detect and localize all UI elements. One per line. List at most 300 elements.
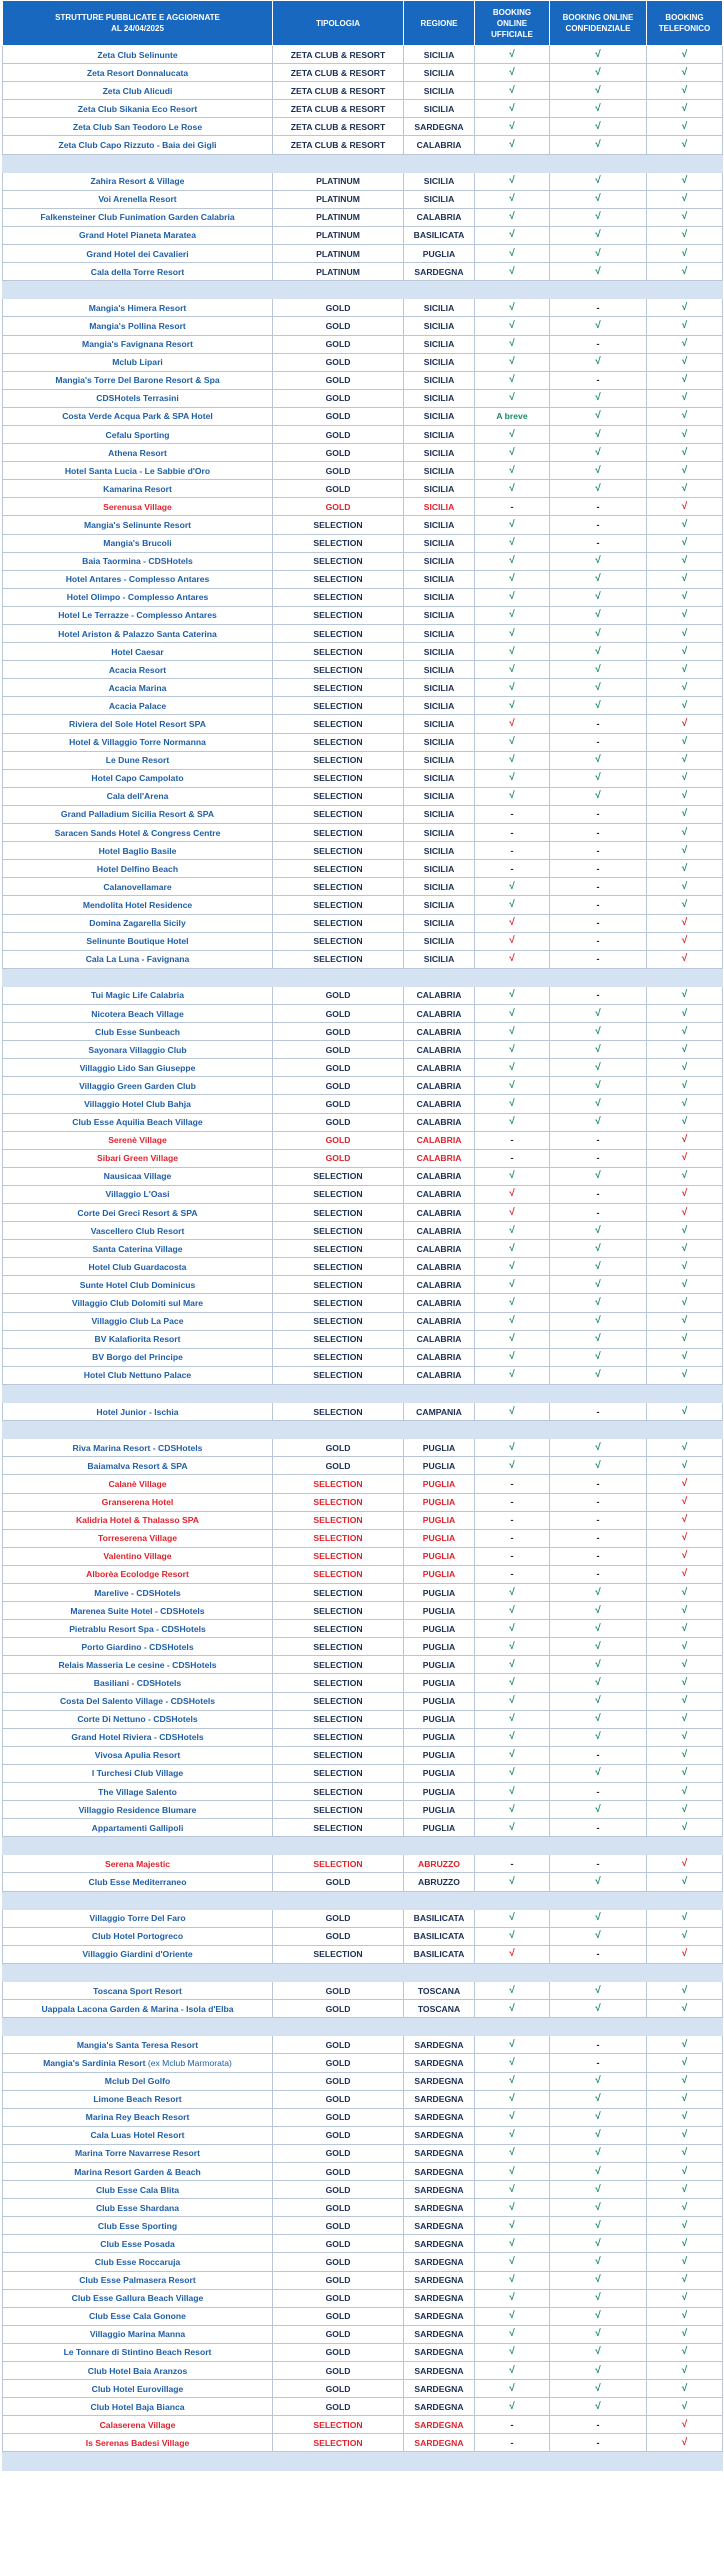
- booking-online-confidenziale-cell: √: [550, 1348, 647, 1366]
- tipologia-cell: SELECTION: [273, 1620, 404, 1638]
- structure-name-text: Corte Di Nettuno - CDSHotels: [77, 1714, 198, 1725]
- regione-cell: SARDEGNA: [404, 2343, 475, 2361]
- table-body: [3, 46, 723, 2471]
- regione-cell: SICILIA: [404, 697, 475, 715]
- booking-online-confidenziale-cell: √: [550, 1602, 647, 1620]
- booking-online-confidenziale-cell: √: [550, 570, 647, 588]
- booking-telefonico-cell: √: [647, 1565, 723, 1583]
- tipologia-cell: GOLD: [273, 407, 404, 425]
- table-row: [3, 190, 723, 208]
- booking-online-confidenziale-cell: -: [550, 2054, 647, 2072]
- booking-online-ufficiale-cell: √: [475, 552, 550, 570]
- header-booking-telefonico: BOOKING TELEFONICO: [647, 1, 723, 46]
- structure-name-text: Club Esse Palmasera Resort: [79, 2275, 196, 2286]
- structure-name: [3, 950, 273, 968]
- booking-online-ufficiale-cell: √: [475, 371, 550, 389]
- table-row: [3, 353, 723, 371]
- regione-cell: SARDEGNA: [404, 2271, 475, 2289]
- structure-name: [3, 2416, 273, 2434]
- tipologia-cell: GOLD: [273, 2054, 404, 2072]
- booking-telefonico-cell: √: [647, 2108, 723, 2126]
- booking-telefonico-cell: √: [647, 498, 723, 516]
- tipologia-cell: GOLD: [273, 299, 404, 317]
- regione-cell: SARDEGNA: [404, 2253, 475, 2271]
- booking-telefonico-cell: √: [647, 1185, 723, 1203]
- structure-name: [3, 1945, 273, 1963]
- table-row: [3, 1276, 723, 1294]
- booking-telefonico-cell: √: [647, 1258, 723, 1276]
- booking-telefonico-cell: √: [647, 1113, 723, 1131]
- booking-online-confidenziale-cell: -: [550, 2416, 647, 2434]
- booking-online-ufficiale-cell: √: [475, 606, 550, 624]
- tipologia-cell: ZETA CLUB & RESORT: [273, 136, 404, 154]
- structure-name-text: Mclub Lipari: [112, 357, 163, 368]
- booking-online-ufficiale-cell: √: [475, 787, 550, 805]
- table-row: [3, 2000, 723, 2018]
- table-row: [3, 896, 723, 914]
- structure-name: [3, 1276, 273, 1294]
- separator-cell: [3, 1963, 723, 1981]
- table-row: [3, 769, 723, 787]
- booking-telefonico-cell: √: [647, 1077, 723, 1095]
- structure-name: [3, 2362, 273, 2380]
- structure-name-text: Mangia's Torre Del Barone Resort & Spa: [55, 375, 220, 386]
- structure-name-text: Villaggio Club La Pace: [91, 1316, 184, 1327]
- regione-cell: SARDEGNA: [404, 2307, 475, 2325]
- booking-online-confidenziale-cell: -: [550, 1403, 647, 1421]
- booking-online-ufficiale-cell: √: [475, 1439, 550, 1457]
- tipologia-cell: SELECTION: [273, 1312, 404, 1330]
- booking-online-ufficiale-cell: √: [475, 1004, 550, 1022]
- booking-telefonico-cell: √: [647, 1493, 723, 1511]
- structure-name-text: Sibari Green Village: [96, 1153, 179, 1164]
- booking-online-confidenziale-cell: √: [550, 1982, 647, 2000]
- booking-online-confidenziale-cell: -: [550, 896, 647, 914]
- structure-name: [3, 2217, 273, 2235]
- booking-online-confidenziale-cell: √: [550, 1240, 647, 1258]
- structure-name-text: Calanovellamare: [103, 881, 172, 892]
- booking-online-ufficiale-cell: √: [475, 1095, 550, 1113]
- structure-name: [3, 1222, 273, 1240]
- table-row: [3, 860, 723, 878]
- tipologia-cell: GOLD: [273, 2072, 404, 2090]
- booking-online-confidenziale-cell: √: [550, 317, 647, 335]
- regione-cell: SICILIA: [404, 190, 475, 208]
- regione-cell: CALABRIA: [404, 136, 475, 154]
- table-row: [3, 245, 723, 263]
- table-row: [3, 335, 723, 353]
- tipologia-cell: SELECTION: [273, 1547, 404, 1565]
- booking-online-ufficiale-cell: √: [475, 425, 550, 443]
- booking-online-ufficiale-cell: √: [475, 1294, 550, 1312]
- booking-online-ufficiale-cell: √: [475, 2380, 550, 2398]
- regione-cell: SICILIA: [404, 82, 475, 100]
- table-row: [3, 498, 723, 516]
- tipologia-cell: SELECTION: [273, 1167, 404, 1185]
- booking-online-confidenziale-cell: √: [550, 1620, 647, 1638]
- structure-name-text: Zeta Club Alicudi: [102, 85, 173, 96]
- booking-online-ufficiale-cell: √: [475, 245, 550, 263]
- table-row: [3, 208, 723, 226]
- regione-cell: PUGLIA: [404, 1638, 475, 1656]
- regione-cell: SARDEGNA: [404, 2217, 475, 2235]
- booking-online-ufficiale-cell: √: [475, 1927, 550, 1945]
- structure-name: [3, 1312, 273, 1330]
- header-tipologia: TIPOLOGIA: [273, 1, 404, 46]
- structure-name: [3, 643, 273, 661]
- booking-telefonico-cell: √: [647, 1276, 723, 1294]
- structure-name-text: Mclub Del Golfo: [104, 2076, 171, 2087]
- table-row: [3, 136, 723, 154]
- regione-cell: CALABRIA: [404, 1167, 475, 1185]
- booking-online-ufficiale-cell: -: [475, 2434, 550, 2452]
- structure-name: [3, 2144, 273, 2162]
- booking-telefonico-cell: √: [647, 914, 723, 932]
- structure-name-text: Hotel & Villaggio Torre Normanna: [69, 737, 206, 748]
- table-row: [3, 480, 723, 498]
- tipologia-cell: GOLD: [273, 2217, 404, 2235]
- table-row: [3, 1565, 723, 1583]
- table-row: [3, 226, 723, 244]
- booking-online-confidenziale-cell: √: [550, 245, 647, 263]
- booking-online-ufficiale-cell: √: [475, 2362, 550, 2380]
- structure-name-text: Club Esse Aquilia Beach Village: [72, 1117, 203, 1128]
- regione-cell: SARDEGNA: [404, 2144, 475, 2162]
- structure-name: [3, 425, 273, 443]
- regione-cell: CALABRIA: [404, 1185, 475, 1203]
- booking-online-confidenziale-cell: -: [550, 299, 647, 317]
- booking-online-confidenziale-cell: √: [550, 2217, 647, 2235]
- tipologia-cell: GOLD: [273, 335, 404, 353]
- section-separator: [3, 2018, 723, 2036]
- table-row: [3, 1023, 723, 1041]
- table-row: [3, 1059, 723, 1077]
- structure-name: [3, 480, 273, 498]
- structure-name: [3, 1457, 273, 1475]
- regione-cell: SICILIA: [404, 805, 475, 823]
- booking-telefonico-cell: √: [647, 1059, 723, 1077]
- booking-telefonico-cell: √: [647, 1638, 723, 1656]
- booking-online-ufficiale-cell: √: [475, 1710, 550, 1728]
- booking-online-ufficiale-cell: √: [475, 263, 550, 281]
- regione-cell: CALABRIA: [404, 1366, 475, 1384]
- separator-cell: [3, 968, 723, 986]
- table-row: [3, 2253, 723, 2271]
- tipologia-cell: SELECTION: [273, 552, 404, 570]
- structure-name: [3, 751, 273, 769]
- booking-online-confidenziale-cell: √: [550, 118, 647, 136]
- tipologia-cell: SELECTION: [273, 1403, 404, 1421]
- booking-online-confidenziale-cell: √: [550, 643, 647, 661]
- booking-online-ufficiale-cell: √: [475, 1204, 550, 1222]
- structure-name: [3, 769, 273, 787]
- tipologia-cell: GOLD: [273, 1909, 404, 1927]
- regione-cell: CALABRIA: [404, 1348, 475, 1366]
- booking-online-confidenziale-cell: √: [550, 1222, 647, 1240]
- booking-online-ufficiale-cell: -: [475, 1149, 550, 1167]
- structure-name: [3, 371, 273, 389]
- structure-name-text: Le Tonnare di Stintino Beach Resort: [63, 2347, 212, 2358]
- booking-online-ufficiale-cell: √: [475, 1403, 550, 1421]
- tipologia-cell: GOLD: [273, 2090, 404, 2108]
- booking-online-confidenziale-cell: -: [550, 1945, 647, 1963]
- regione-cell: SICILIA: [404, 715, 475, 733]
- booking-online-confidenziale-cell: √: [550, 1927, 647, 1945]
- tipologia-cell: SELECTION: [273, 625, 404, 643]
- regione-cell: PUGLIA: [404, 1565, 475, 1583]
- structure-name: [3, 733, 273, 751]
- regione-cell: SARDEGNA: [404, 2380, 475, 2398]
- booking-online-ufficiale-cell: √: [475, 1692, 550, 1710]
- table-row: [3, 2126, 723, 2144]
- booking-telefonico-cell: √: [647, 1855, 723, 1873]
- section-separator: [3, 968, 723, 986]
- booking-telefonico-cell: √: [647, 2217, 723, 2235]
- booking-telefonico-cell: √: [647, 2362, 723, 2380]
- structure-name: [3, 299, 273, 317]
- booking-online-ufficiale-cell: -: [475, 824, 550, 842]
- structure-name-text: BV Borgo del Principe: [92, 1352, 183, 1363]
- booking-online-ufficiale-cell: √: [475, 1348, 550, 1366]
- booking-online-confidenziale-cell: √: [550, 1674, 647, 1692]
- structure-name: [3, 1783, 273, 1801]
- tipologia-cell: SELECTION: [273, 751, 404, 769]
- regione-cell: PUGLIA: [404, 1475, 475, 1493]
- regione-cell: SARDEGNA: [404, 2072, 475, 2090]
- structure-name-text: Club Hotel Portogreco: [91, 1931, 184, 1942]
- booking-online-ufficiale-cell: √: [475, 1583, 550, 1601]
- regione-cell: SARDEGNA: [404, 2325, 475, 2343]
- structure-name: [3, 679, 273, 697]
- regione-cell: SICILIA: [404, 353, 475, 371]
- tipologia-cell: GOLD: [273, 425, 404, 443]
- separator-cell: [3, 154, 723, 172]
- structure-name-text: Hotel Junior - Ischia: [96, 1406, 179, 1417]
- table-row: [3, 1131, 723, 1149]
- table-row: [3, 1511, 723, 1529]
- structure-name-text: Zeta Club Sikania Eco Resort: [77, 103, 198, 114]
- booking-online-confidenziale-cell: √: [550, 2380, 647, 2398]
- tipologia-cell: SELECTION: [273, 733, 404, 751]
- section-separator: [3, 1421, 723, 1439]
- booking-online-confidenziale-cell: √: [550, 1656, 647, 1674]
- regione-cell: CALABRIA: [404, 1041, 475, 1059]
- table-row: [3, 625, 723, 643]
- booking-online-ufficiale-cell: √: [475, 2162, 550, 2180]
- structure-name-text: BV Kalafiorita Resort: [94, 1334, 181, 1345]
- table-row: [3, 1004, 723, 1022]
- booking-online-confidenziale-cell: -: [550, 715, 647, 733]
- booking-online-ufficiale-cell: A breve: [475, 407, 550, 425]
- booking-online-ufficiale-cell: √: [475, 1366, 550, 1384]
- regione-cell: CALABRIA: [404, 1131, 475, 1149]
- booking-online-ufficiale-cell: √: [475, 2144, 550, 2162]
- structure-name: [3, 2036, 273, 2054]
- booking-online-confidenziale-cell: √: [550, 136, 647, 154]
- booking-online-ufficiale-cell: √: [475, 100, 550, 118]
- booking-telefonico-cell: √: [647, 896, 723, 914]
- structure-name: [3, 353, 273, 371]
- tipologia-cell: GOLD: [273, 371, 404, 389]
- structure-name-text: Baiamalva Resort & SPA: [87, 1460, 188, 1471]
- regione-cell: CALABRIA: [404, 1330, 475, 1348]
- regione-cell: SARDEGNA: [404, 2434, 475, 2452]
- regione-cell: SICILIA: [404, 570, 475, 588]
- structure-name-text: Santa Caterina Village: [92, 1243, 183, 1254]
- table-row: [3, 697, 723, 715]
- booking-online-confidenziale-cell: √: [550, 1077, 647, 1095]
- structure-name: [3, 661, 273, 679]
- table-row: [3, 2108, 723, 2126]
- structure-name-text: Cala Luas Hotel Resort: [90, 2130, 185, 2141]
- booking-telefonico-cell: √: [647, 263, 723, 281]
- structure-name-text: Cala dell'Arena: [106, 791, 169, 802]
- booking-online-confidenziale-cell: √: [550, 661, 647, 679]
- booking-online-confidenziale-cell: √: [550, 751, 647, 769]
- table-row: [3, 100, 723, 118]
- booking-online-ufficiale-cell: √: [475, 2126, 550, 2144]
- booking-telefonico-cell: √: [647, 661, 723, 679]
- booking-online-confidenziale-cell: √: [550, 2253, 647, 2271]
- regione-cell: CALABRIA: [404, 1077, 475, 1095]
- tipologia-cell: SELECTION: [273, 516, 404, 534]
- structure-name: [3, 842, 273, 860]
- table-row: [3, 2416, 723, 2434]
- regione-cell: SICILIA: [404, 552, 475, 570]
- table-row: [3, 407, 723, 425]
- booking-online-confidenziale-cell: -: [550, 986, 647, 1004]
- structure-name-text: Villaggio Club Dolomiti sul Mare: [71, 1298, 204, 1309]
- tipologia-cell: SELECTION: [273, 606, 404, 624]
- structure-name-text: Hotel Club Nettuno Palace: [83, 1370, 192, 1381]
- tipologia-cell: GOLD: [273, 1041, 404, 1059]
- booking-online-confidenziale-cell: -: [550, 1529, 647, 1547]
- booking-online-ufficiale-cell: √: [475, 769, 550, 787]
- tipologia-cell: GOLD: [273, 317, 404, 335]
- table-row: [3, 1403, 723, 1421]
- booking-online-confidenziale-cell: -: [550, 1493, 647, 1511]
- section-separator: [3, 1891, 723, 1909]
- tipologia-cell: SELECTION: [273, 950, 404, 968]
- structure-name-text: Club Esse Gallura Beach Village: [71, 2293, 204, 2304]
- structure-name-text: Sayonara Villaggio Club: [88, 1044, 187, 1055]
- booking-telefonico-cell: √: [647, 2434, 723, 2452]
- booking-online-ufficiale-cell: √: [475, 2253, 550, 2271]
- regione-cell: SICILIA: [404, 932, 475, 950]
- booking-telefonico-cell: √: [647, 46, 723, 64]
- booking-online-ufficiale-cell: √: [475, 697, 550, 715]
- separator-cell: [3, 1891, 723, 1909]
- structure-name: [3, 625, 273, 643]
- booking-telefonico-cell: √: [647, 1131, 723, 1149]
- booking-online-confidenziale-cell: √: [550, 1366, 647, 1384]
- booking-online-ufficiale-cell: √: [475, 625, 550, 643]
- structure-name: [3, 1620, 273, 1638]
- structure-name: [3, 1041, 273, 1059]
- table-row: [3, 1529, 723, 1547]
- booking-online-confidenziale-cell: √: [550, 425, 647, 443]
- booking-online-confidenziale-cell: √: [550, 100, 647, 118]
- structure-name: [3, 444, 273, 462]
- booking-telefonico-cell: √: [647, 842, 723, 860]
- table-row: [3, 1149, 723, 1167]
- booking-telefonico-cell: √: [647, 1728, 723, 1746]
- booking-online-confidenziale-cell: -: [550, 914, 647, 932]
- structure-name-text: Club Esse Mediterraneo: [88, 1877, 187, 1888]
- booking-online-confidenziale-cell: √: [550, 2108, 647, 2126]
- booking-telefonico-cell: √: [647, 516, 723, 534]
- table-row: [3, 679, 723, 697]
- booking-online-ufficiale-cell: √: [475, 914, 550, 932]
- structure-name-note: (ex Mclub Marmorata): [147, 2057, 232, 2068]
- tipologia-cell: SELECTION: [273, 1656, 404, 1674]
- booking-online-ufficiale-cell: √: [475, 1258, 550, 1276]
- separator-cell: [3, 2018, 723, 2036]
- booking-online-confidenziale-cell: √: [550, 1764, 647, 1782]
- booking-online-confidenziale-cell: √: [550, 1004, 647, 1022]
- tipologia-cell: SELECTION: [273, 896, 404, 914]
- regione-cell: SICILIA: [404, 371, 475, 389]
- tipologia-cell: SELECTION: [273, 1294, 404, 1312]
- tipologia-cell: SELECTION: [273, 1529, 404, 1547]
- booking-online-ufficiale-cell: √: [475, 1240, 550, 1258]
- booking-online-confidenziale-cell: -: [550, 860, 647, 878]
- booking-telefonico-cell: √: [647, 1149, 723, 1167]
- booking-online-confidenziale-cell: -: [550, 2434, 647, 2452]
- structure-name-text: Club Esse Roccaruja: [94, 2256, 181, 2267]
- booking-online-confidenziale-cell: -: [550, 733, 647, 751]
- regione-cell: SICILIA: [404, 824, 475, 842]
- tipologia-cell: SELECTION: [273, 1583, 404, 1601]
- structure-name-text: Vascellero Club Resort: [90, 1225, 185, 1236]
- tipologia-cell: SELECTION: [273, 1692, 404, 1710]
- structure-name: [3, 986, 273, 1004]
- structure-name-text: Club Esse Sporting: [97, 2220, 178, 2231]
- structure-name: [3, 245, 273, 263]
- regione-cell: SICILIA: [404, 46, 475, 64]
- structure-name-text: Club Esse Cala Gonone: [89, 2311, 186, 2322]
- structure-name-text: Cefalu Sporting: [105, 429, 170, 440]
- structure-name: [3, 1764, 273, 1782]
- table-row: [3, 1873, 723, 1891]
- tipologia-cell: SELECTION: [273, 932, 404, 950]
- structures-table: [2, 0, 723, 2471]
- structure-name-text: Zeta Club San Teodoro Le Rose: [72, 121, 203, 132]
- booking-online-confidenziale-cell: √: [550, 263, 647, 281]
- booking-online-ufficiale-cell: √: [475, 353, 550, 371]
- regione-cell: SARDEGNA: [404, 2162, 475, 2180]
- regione-cell: CALABRIA: [404, 1258, 475, 1276]
- table-row: [3, 1258, 723, 1276]
- tipologia-cell: PLATINUM: [273, 245, 404, 263]
- structure-name: [3, 317, 273, 335]
- table-row: [3, 751, 723, 769]
- table-row: [3, 1294, 723, 1312]
- structure-name-text: Mendolita Hotel Residence: [82, 899, 193, 910]
- booking-online-ufficiale-cell: √: [475, 2343, 550, 2361]
- booking-online-ufficiale-cell: √: [475, 1167, 550, 1185]
- table-row: [3, 1222, 723, 1240]
- table-row: [3, 2235, 723, 2253]
- table-row: [3, 425, 723, 443]
- structure-name: [3, 407, 273, 425]
- tipologia-cell: SELECTION: [273, 1511, 404, 1529]
- booking-telefonico-cell: √: [647, 1927, 723, 1945]
- booking-telefonico-cell: √: [647, 625, 723, 643]
- structure-name: [3, 715, 273, 733]
- table-row: [3, 1493, 723, 1511]
- separator-cell: [3, 1837, 723, 1855]
